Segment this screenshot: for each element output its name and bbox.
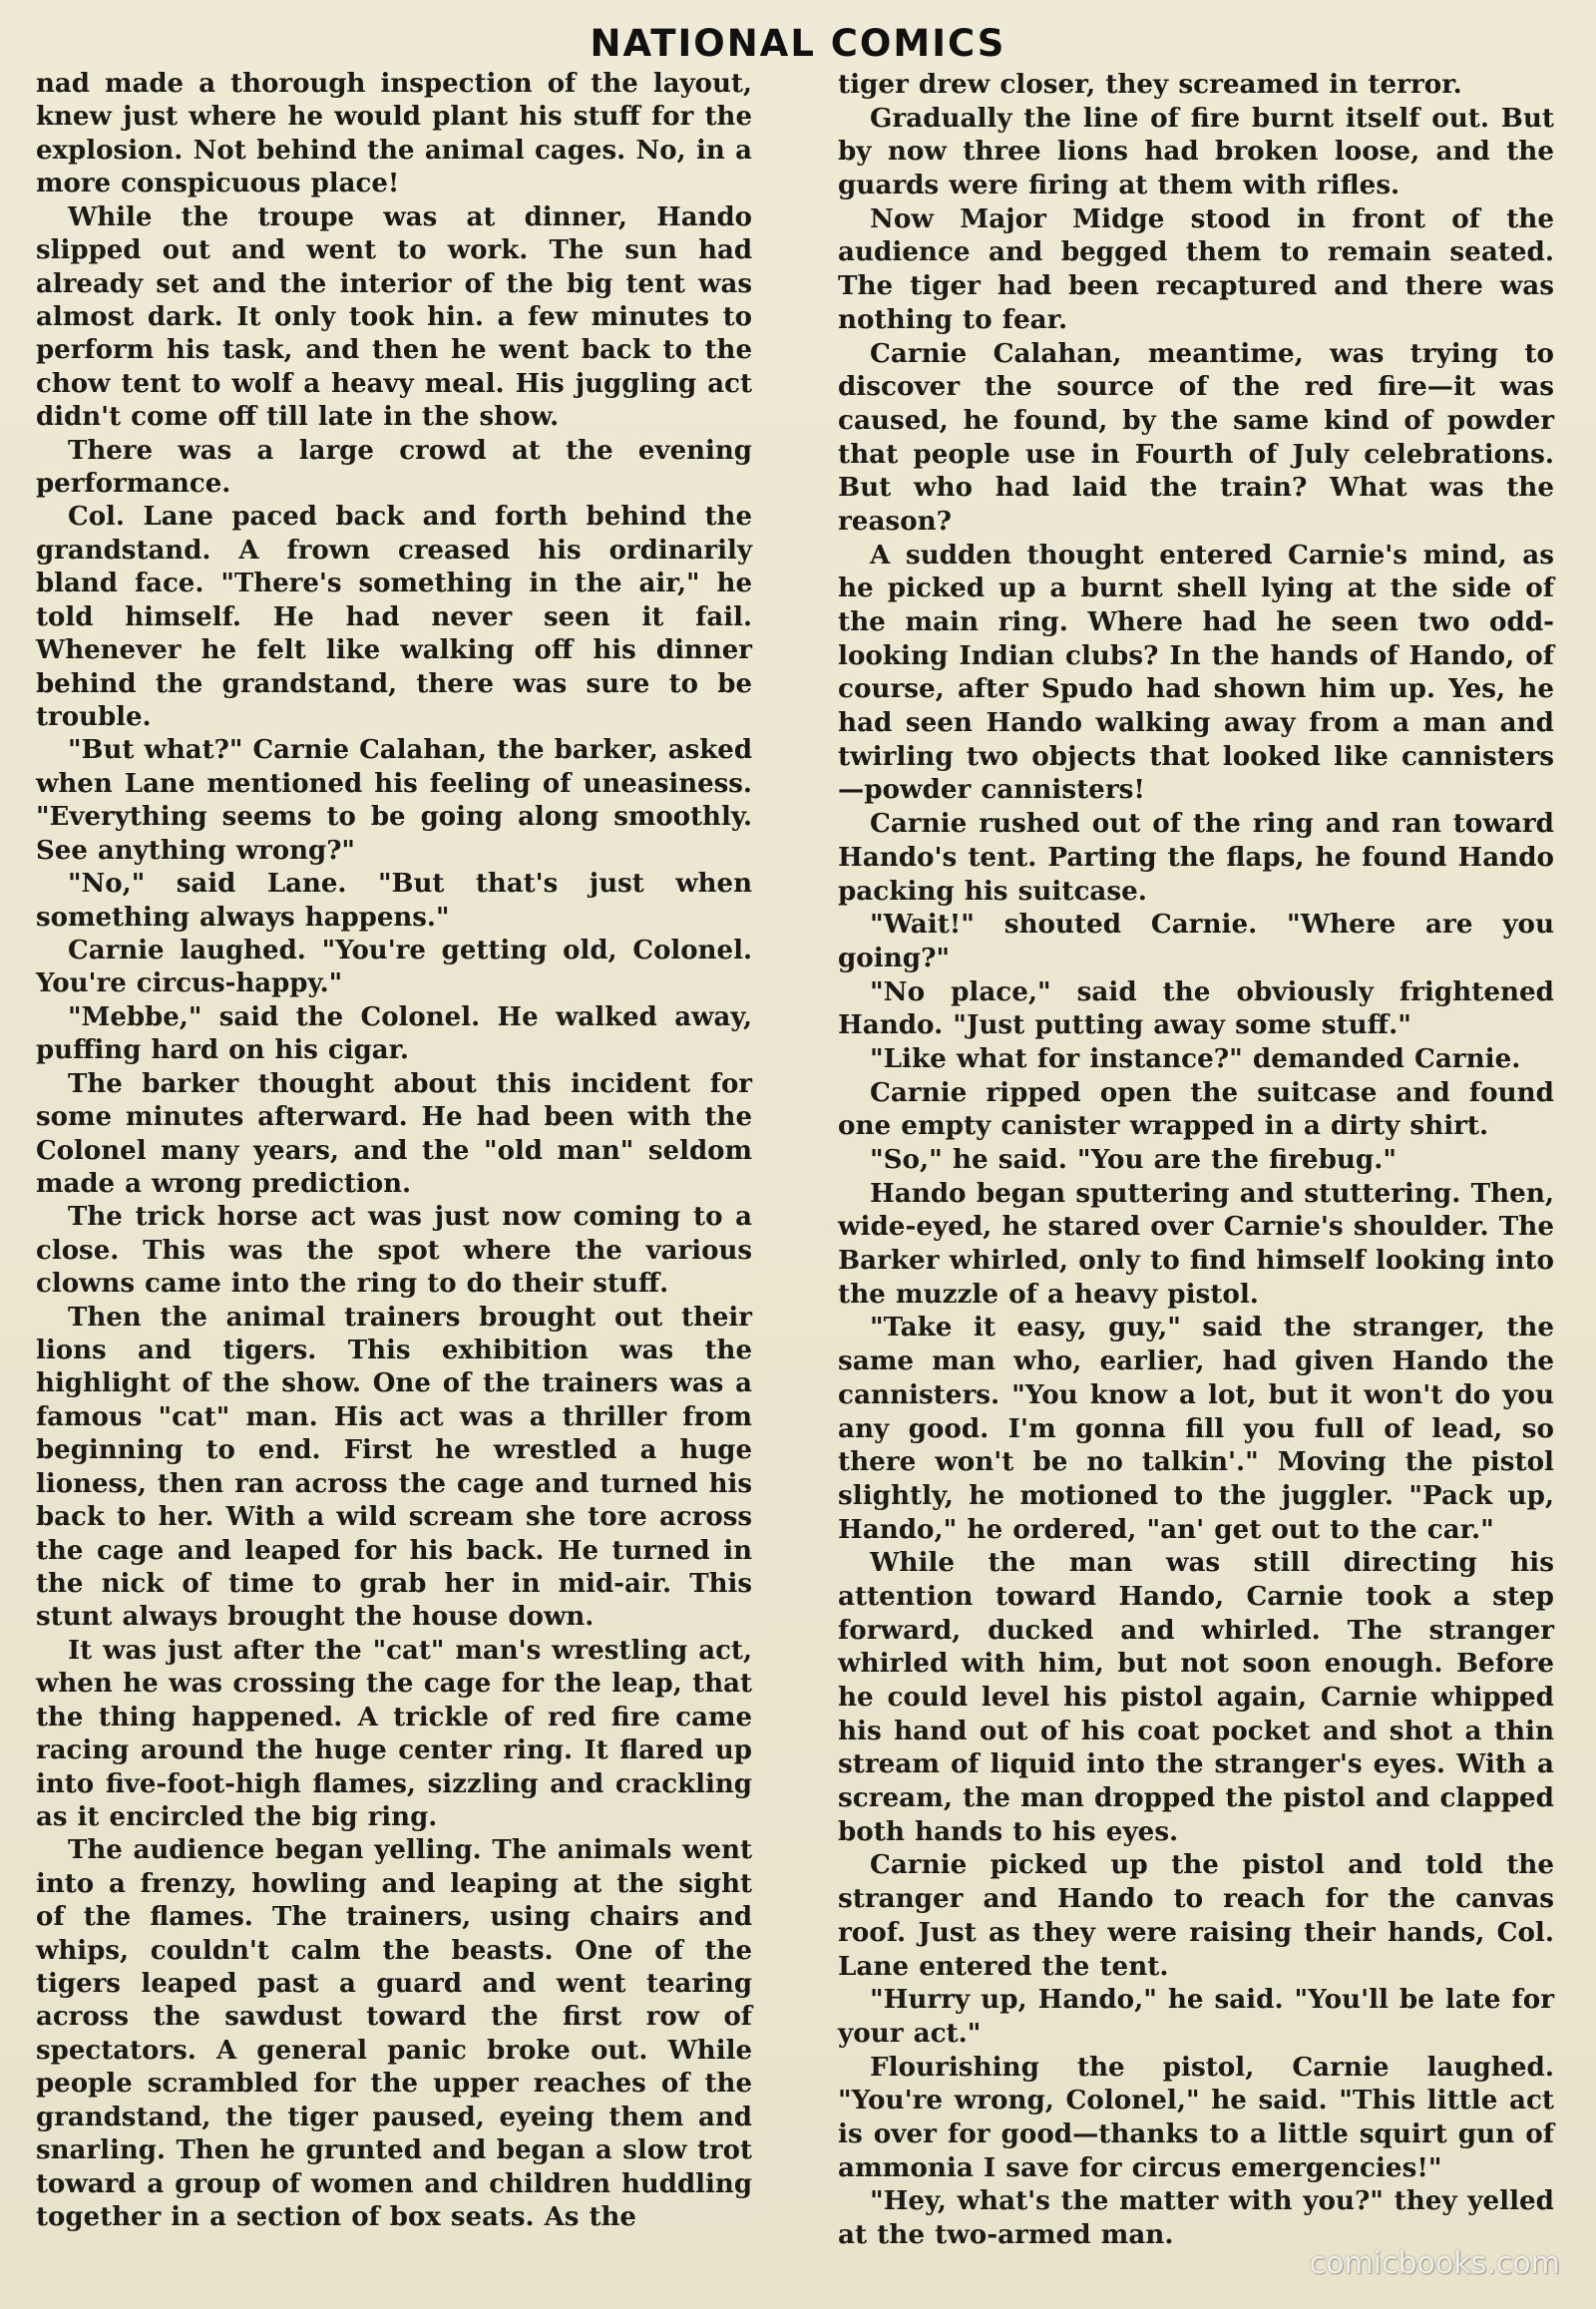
paragraph: "Wait!" shouted Carnie. "Where are you going?" [838,909,1554,973]
paragraph: tiger drew closer, they screamed in terror. [838,69,1462,100]
paragraph: Now Major Midge stood in front of the audience and begged them to remain seated. The tiger had been recaptured and there was nothing to fear. [838,202,1554,335]
paragraph: While the troupe was at dinner, Hando slipped out and went to work. The sun had already set and the interior of the big tent was almost dark. It only took hin. a few minutes to perform his task, and then he went back to the chow tent to wolf a heavy meal. His juggling act didn't come off till late in the show. [36,201,752,433]
paragraph: Carnie rushed out of the ring and ran toward Hando's tent. Parting the flaps, he found Hando packing his suitcase. [838,808,1554,907]
paragraph: While the man was still directing his attention toward Hando, Carnie took a step forward, ducked and whirled. The stranger whirled with him, but not soon enough. Before he could level his pistol again, Carnie whipped his hand out of his coat pocket and shot a thin stream of liquid into the stranger's eyes. With a scream, the man dropped the pistol and clapped both hands to his eyes. [838,1547,1554,1847]
paragraph: "Hurry up, Hando," he said. "You'll be late for your act." [838,1984,1554,2049]
paragraph: The trick horse act was just now coming to a close. This was the spot where the various clowns came into the ring to do their stuff. [36,1202,752,1300]
paragraph: "No place," said the obviously frightened Hando. "Just putting away some stuff." [838,975,1554,1041]
paragraph: The audience began yelling. The animals went into a frenzy, howling and leaping at the sight of the flames. The trainers, using chairs and whips, couldn't calm the beasts. One of the tigers leaped past a guard and went tearing across the sawdust toward the first row of spectators. A general panic broke out. While people scrambled for the upper reaches of the grandstand, the tiger paused, eyeing them and snarling. Then he grunted and began a slow trot toward a group of women and children huddling together in a section of box seats. As the [36,1835,752,2232]
paragraph: A sudden thought entered Carnie's mind, as he picked up a burnt shell lying at the side of the main ring. Where had he seen two odd-looking Indian clubs? In the hands of Hando, of course, after Spudo had shown him up. Yes, he had seen Hando walking away from a man and twirling two objects that looked like cannisters—powder cannisters! [838,539,1554,806]
paragraph: Gradually the line of fire burnt itself out. But by now three lions had broken loose, and the guards were firing at them with rifles. [838,102,1554,201]
paragraph: Carnie laughed. "You're getting old, Colonel. You're circus-happy." [36,935,752,999]
paragraph: It was just after the "cat" man's wrestling act, when he was crossing the cage for the leap, that the thing happened. A trickle of red fire came racing around the huge center ring. It flared up into five-foot-high flames, sizzling and crackling as it encircled the big ring. [36,1635,752,1832]
left-text-column [36,68,752,2234]
paragraph: Carnie ripped open the suitcase and found one empty canister wrapped in a dirty shirt. [838,1076,1554,1142]
paragraph: "So," he said. "You are the firebug." [870,1144,1396,1175]
paragraph: Col. Lane paced back and forth behind the grandstand. A frown creased his ordinarily bland face. "There's something in the air," he told himself. He had never seen it fail. Whenever he felt like walking off his dinner behind the grandstand, there was sure to be trouble. [36,502,752,733]
paragraph: Then the animal trainers brought out their lions and tigers. This exhibition was the highlight of the show. One of the trainers was a famous "cat" man. His act was a thriller from beginning to end. First he wrestled a huge lioness, then ran across the cage and turned his back to her. With a wild scream she tore across the cage and leaped for his back. He turned in the nick of time to grab her in mid-air. This stunt always brought the house down. [36,1302,752,1633]
paragraph: "But what?" Carnie Calahan, the barker, asked when Lane mentioned his feeling of uneasiness. "Everything seems to be going along smoothly. See anything wrong?" [36,735,753,866]
paragraph: Carnie Calahan, meantime, was trying to discover the source of the red fire—it was caused, he found, by the same kind of powder that people use in Fourth of July celebrations. But who had laid the train? What was the reason? [838,337,1554,537]
paragraph: Carnie picked up the pistol and told the stranger and Hando to reach for the canvas roof. Just as they were raising their hands, Col. Lane entered the tent. [838,1849,1554,1982]
paragraph: There was a large crowd at the evening performance. [36,435,752,500]
paragraph: "No," said Lane. "But that's just when something always happens." [36,869,752,933]
paragraph: "Like what for instance?" demanded Carnie. [870,1042,1521,1074]
right-text-column [838,68,1554,2252]
paragraph: nad made a thorough inspection of the layout, knew just where he would plant his stuff for the explosion. Not behind the animal cages. No, in a more conspicuous place! [36,69,752,199]
paragraph: Hando began sputtering and stuttering. Then, wide-eyed, he stared over Carnie's shoulder. The Barker whirled, only to find himself looking into the muzzle of a heavy pistol. [838,1177,1554,1310]
watermark: comicbooks.com [1309,2246,1560,2281]
paragraph: "Mebbe," said the Colonel. He walked away, puffing hard on his cigar. [36,1001,752,1066]
paragraph: The barker thought about this incident for some minutes afterward. He had been with the Colonel many years, and the "old man" seldom made a wrong prediction. [36,1068,752,1199]
paragraph: Flourishing the pistol, Carnie laughed. "You're wrong, Colonel," he said. "This little act is over for good—thanks to a little squirt gun of ammonia I save for circus emergencies!" [838,2051,1554,2183]
page-header: NATIONAL COMICS [590,22,1006,65]
paragraph: "Take it easy, guy," said the stranger, the same man who, earlier, had given Hando the cannisters. "You know a lot, but it won't do you any good. I'm gonna fill you full of lead, so there won't be no talkin'." Moving the pistol slightly, he motioned to the juggler. "Pack up, Hando," he ordered, "an' get out to the car." [838,1312,1554,1545]
paragraph: "Hey, what's the matter with you?" they yelled at the two-armed man. [838,2185,1554,2250]
